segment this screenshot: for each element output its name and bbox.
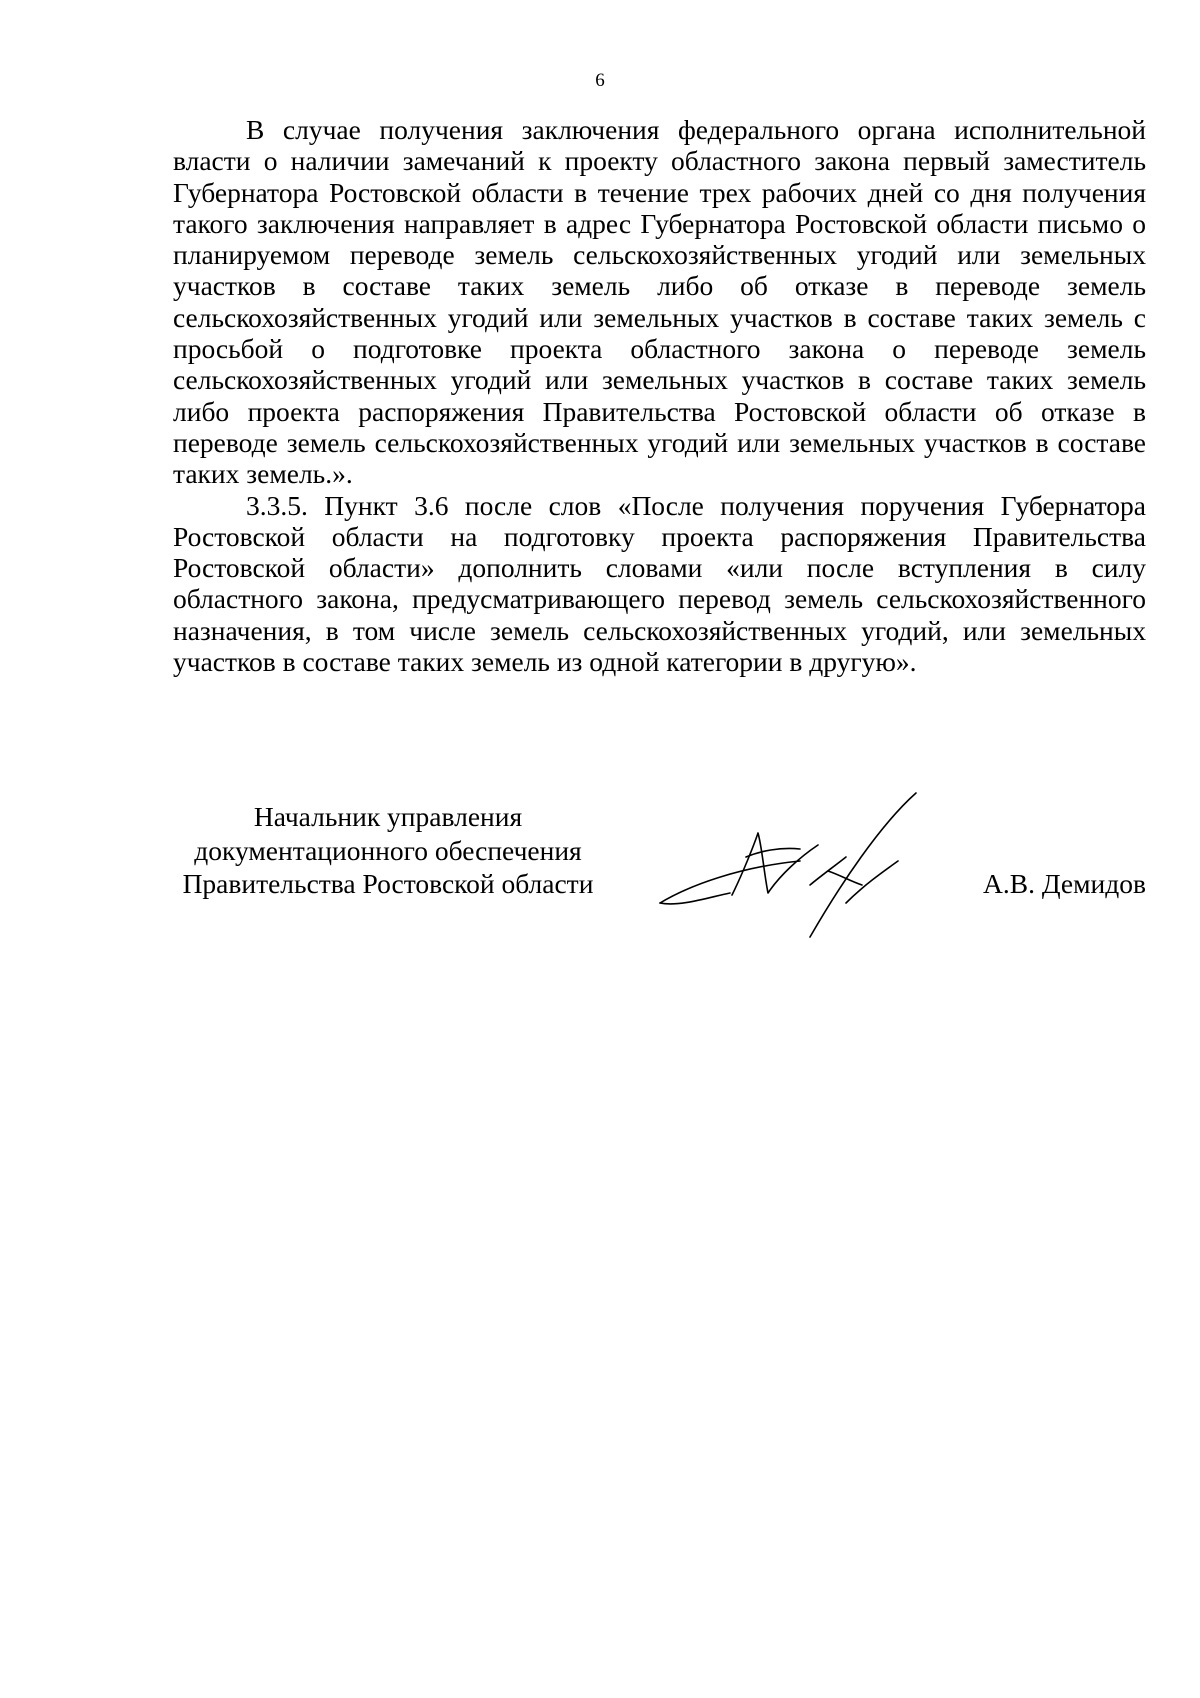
page-number: 6 bbox=[595, 70, 605, 91]
signatory-name: А.В. Демидов bbox=[983, 868, 1146, 899]
signatory-title-line: документационного обеспечения bbox=[194, 834, 582, 866]
signatory-title-line: Правительства Ростовской области bbox=[182, 868, 594, 899]
signatory-title-line: Начальник управления bbox=[253, 801, 523, 832]
signatory-title bbox=[173, 800, 603, 901]
handwritten-signature bbox=[650, 785, 950, 945]
paragraph-item-3-3-5: 3.3.5. Пункт 3.6 после слов «После получения поручения Губернатора Ростовской области на подготовку проекта распоряжения Правительства Ростовской области» дополнить словами «или после вступления в силу областного закона, предусматривающего перевод земель сельскохозяйственного назначения, в том числе земель сельскохозяйственных угодий, или земельных участков в составе таких земель из одной категории в другую». bbox=[173, 489, 1146, 678]
paragraph-conclusion-remarks: В случае получения заключения федерального органа исполнительной власти о наличии замечаний к проекту областного закона первый заместитель Губернатора Ростовской области в течение трех рабочих дней со дня получения такого заключения направляет в адрес Губернатора Ростовской области письмо о планируемом переводе земель сельскохозяйственных угодий или земельных участков в составе таких земель либо об отказе в переводе земель сельскохозяйственных угодий или земельных участков в составе таких земель с просьбой о подготовке проекта областного закона о переводе земель сельскохозяйственных угодий или земельных участков в составе таких земель либо проекта распоряжения Правительства Ростовской области об отказе в переводе земель сельскохозяйственных угодий или земельных участков в составе таких земель.». bbox=[173, 114, 1146, 490]
